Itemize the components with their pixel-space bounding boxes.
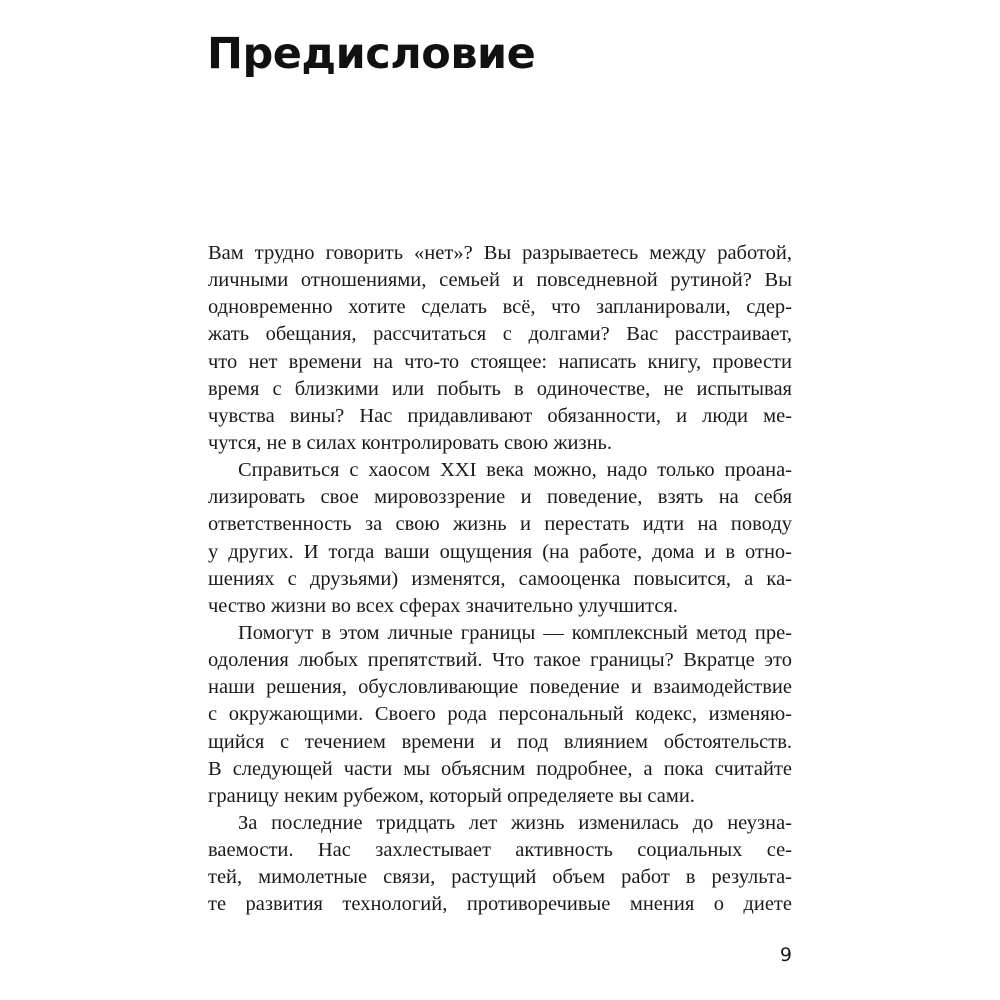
text-line: жать обещания, рассчитаться с долгами? Вас расстраивает,	[208, 323, 792, 346]
text-line: ответственность за свою жизнь и перестать идти на поводу	[208, 513, 792, 536]
text-line: те развития технологий, противоречивые мнения о диете	[208, 893, 792, 916]
page-number: 9	[779, 944, 792, 966]
text-line: чество жизни во всех сферах значительно улучшится.	[208, 594, 679, 617]
text-line: одоления любых препятствий. Что такое границы? Вкратце это	[208, 649, 792, 672]
body-text	[208, 240, 792, 919]
text-line: границу неким рубежом, который определяете вы сами.	[208, 784, 695, 807]
text-line: Помогут в этом личные границы — комплексный метод пре-	[238, 621, 792, 644]
text-line: наши решения, обусловливающие поведение и взаимодействие	[208, 676, 792, 699]
paragraph-3	[208, 620, 792, 810]
text-line: время с близкими или побыть в одиночестве, не испытывая	[208, 377, 792, 400]
paragraph-2	[208, 457, 792, 620]
text-line: В следующей части мы объясним подробнее, а пока считайте	[208, 757, 792, 780]
text-line: щийся с течением времени и под влиянием обстоятельств.	[208, 730, 792, 753]
text-line: тей, мимолетные связи, растущий объем работ в результа-	[208, 866, 792, 889]
paragraph-4	[208, 810, 792, 919]
text-line: шениях с друзьями) изменятся, самооценка повысится, а ка-	[208, 567, 792, 590]
text-line: Справиться с хаосом XXI века можно, надо только проана-	[238, 459, 792, 482]
text-line: Вам трудно говорить «нет»? Вы разрываетесь между работой,	[208, 242, 792, 264]
text-line: чувства вины? Нас придавливают обязанности, и люди ме-	[208, 404, 792, 427]
page-title: Предисловие	[207, 29, 536, 79]
text-line: у других. И тогда ваши ощущения (на работе, дома и в отно-	[208, 540, 792, 563]
text-line: одновременно хотите сделать всё, что запланировали, сдер-	[208, 296, 792, 319]
paragraph-1	[208, 240, 792, 457]
text-line: что нет времени на что-то стоящее: написать книгу, провести	[208, 350, 792, 373]
text-line: За последние тридцать лет жизнь изменилась до неузна-	[238, 811, 792, 834]
text-line: чутся, не в силах контролировать свою жизнь.	[208, 431, 613, 454]
text-line: ваемости. Нас захлестывает активность социальных се-	[208, 839, 792, 862]
text-line: с окружающими. Своего рода персональный кодекс, изменяю-	[208, 703, 792, 726]
text-line: лизировать свое мировоззрение и поведение, взять на себя	[208, 486, 792, 509]
text-line: личными отношениями, семьей и повседневной рутиной? Вы	[208, 269, 792, 292]
